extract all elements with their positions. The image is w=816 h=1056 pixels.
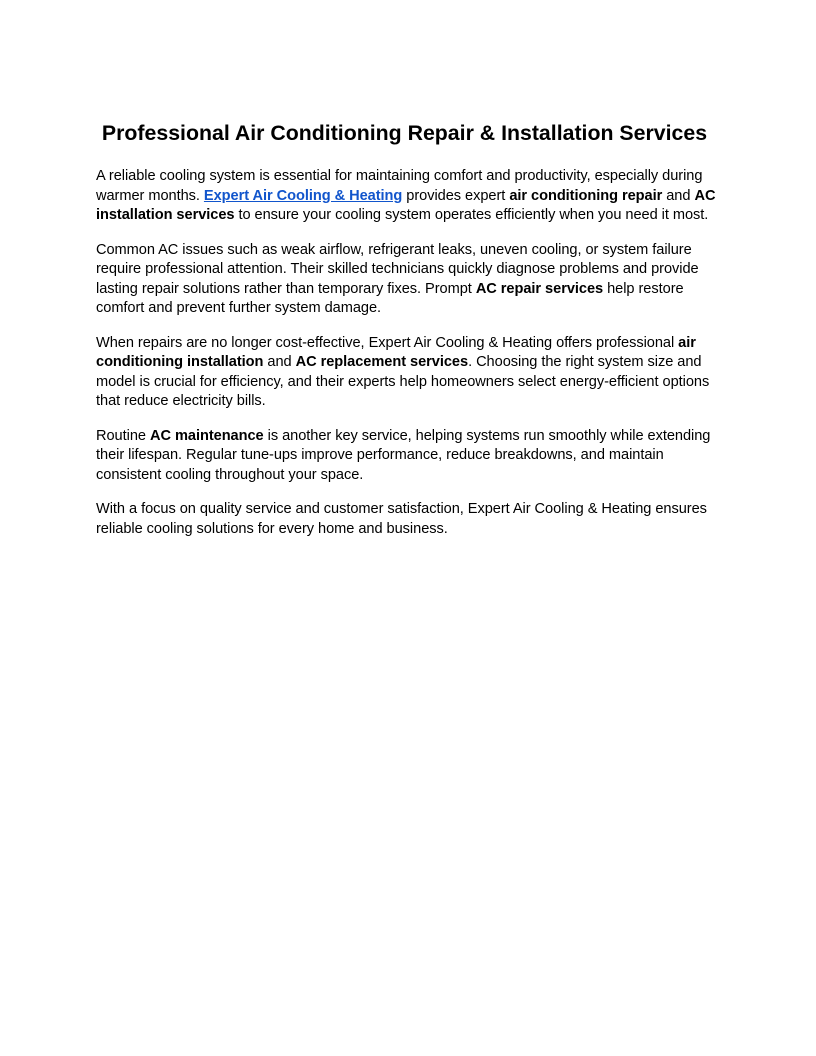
text: help restore comfort and prevent further system damage. bbox=[96, 280, 684, 316]
document-title: Professional Air Conditioning Repair & Installation Services bbox=[96, 121, 708, 145]
bold-text: air conditioning repair bbox=[509, 187, 663, 204]
text: Common AC issues such as weak airflow, refrigerant leaks, uneven cooling, or system failure require professional attention. Their skilled technicians quickly diagnose problems and provide lasting repair solutions rather than temporary fixes. Prompt bbox=[96, 241, 699, 297]
text: to ensure your cooling system operates efficiently when you need it most. bbox=[234, 207, 709, 223]
company-link[interactable]: Expert Air Cooling & Heating bbox=[203, 187, 403, 204]
paragraph-intro bbox=[96, 167, 720, 226]
text: When repairs are no longer cost-effective, Expert Air Cooling & Heating offers professional bbox=[96, 334, 679, 351]
text: . Choosing the right system size and model is crucial for efficiency, and their experts help homeowners select energy-efficient options that reduce electricity bills. bbox=[96, 354, 710, 409]
bold-text: AC replacement services bbox=[295, 354, 469, 370]
bold-text: air conditioning installation bbox=[96, 334, 696, 370]
paragraph-repair bbox=[96, 241, 720, 319]
document-page bbox=[96, 118, 720, 554]
paragraph-closing bbox=[96, 500, 720, 539]
paragraph-installation bbox=[96, 334, 720, 412]
text: A reliable cooling system is essential for maintaining comfort and productivity, especially during warmer months. bbox=[96, 168, 703, 204]
text: and bbox=[263, 354, 296, 370]
bold-text: AC installation services bbox=[96, 187, 716, 223]
text: With a focus on quality service and customer satisfaction, Expert Air Cooling & Heating ensures reliable cooling solutions for every home and business. bbox=[96, 501, 707, 537]
text: and bbox=[662, 187, 695, 204]
text: Routine bbox=[96, 427, 150, 444]
bold-text: AC maintenance bbox=[149, 427, 264, 444]
text: is another key service, helping systems run smoothly while extending their lifespan. Regular tune-ups improve performance, reduce breakdowns, and maintain consistent cooling throughout your space. bbox=[96, 427, 711, 483]
paragraph-maintenance bbox=[96, 427, 720, 486]
text: provides expert bbox=[402, 187, 510, 204]
bold-text: AC repair services bbox=[475, 280, 604, 297]
